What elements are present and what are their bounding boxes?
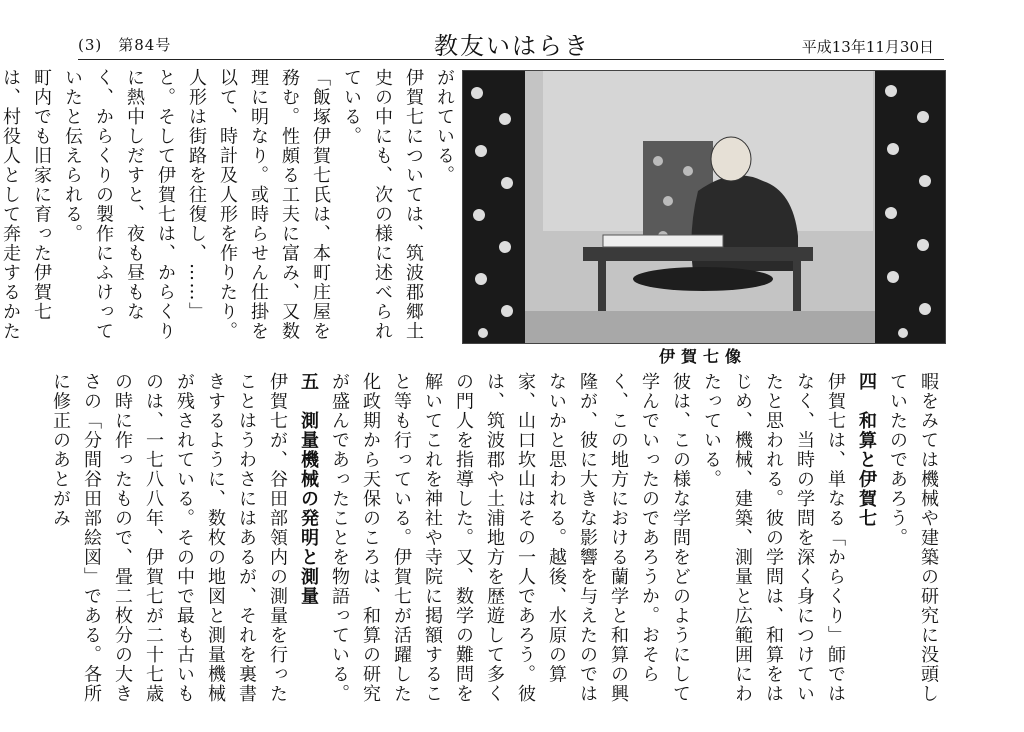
newsletter-title: 教友いはらき (434, 32, 590, 60)
paragraph: がれている。 (434, 68, 455, 185)
article-text-top (0, 68, 460, 358)
page-number: (3) (78, 36, 103, 54)
publication-date: 平成13年11月30日 (801, 38, 934, 56)
paragraph: 伊賀七は、単なる「からくり」師ではなく、当時の学問を深く身につけていたと思われる。彼の学問は、和算をはじめ、機械、建築、測量と広範囲にわたっている。 (701, 372, 846, 704)
paragraph: 伊賀七については、筑波郡郷土史の中にも、次の様に述べられている。 (341, 68, 424, 341)
paragraph: 「飯塚伊賀七氏は、本町庄屋を務む。性頗る工夫に富み、又数理に明なり。或時らせん仕掛を以て、時計及人形を作りたり。人形は街路を往復し、……」と。そして伊賀七は、からくりに熱中しだすと、夜も昼もなく、からくりの製作にふけっていたと伝えられる。 (62, 68, 331, 341)
figure-caption: 伊賀七像 (658, 347, 747, 366)
page-header (0, 0, 1024, 60)
portrait-illustration (463, 71, 945, 343)
article-text-bottom (50, 372, 944, 722)
paragraph: 暇をみては機械や建築の研究に没頭していたのであろう。 (887, 372, 939, 704)
section-heading: 四 和算と伊賀七 (856, 372, 877, 528)
header-rule (78, 59, 944, 60)
paragraph: 伊賀七が、谷田部領内の測量を行ったことはうわさにはあるが、それを裏書きするように、数枚の地図と測量機械が残されている。その中で最も古いものは、一七八八年、伊賀七が二十七歳の時に作ったもので、畳二枚分の大きさの「分間谷田部絵図」である。各所に修正のあとがみ (50, 372, 288, 704)
section-heading: 五 測量機械の発明と測量 (298, 372, 319, 606)
issue-number: 第84号 (118, 36, 172, 54)
paragraph: 彼は、この様な学問をどのようにして学んでいったのであろうか。おそらく、この地方における蘭学と和算の興隆が、彼に大きな影響を与えたのではないかと思われる。越後、水原の算家、山口坎山はその一人であろう。彼は、筑波郡や土浦地方を歴遊して多くの門人を指導した。又、数学の難問を解いてこれを神社や寺院に掲額すること等も行っている。伊賀七が活躍した化政期から天保のころは、和算の研究が盛んであったことを物語っている。 (329, 372, 691, 704)
portrait-image (462, 70, 946, 344)
paragraph: 町内でも旧家に育った伊賀七は、村役人として奔走するかた (0, 68, 52, 341)
